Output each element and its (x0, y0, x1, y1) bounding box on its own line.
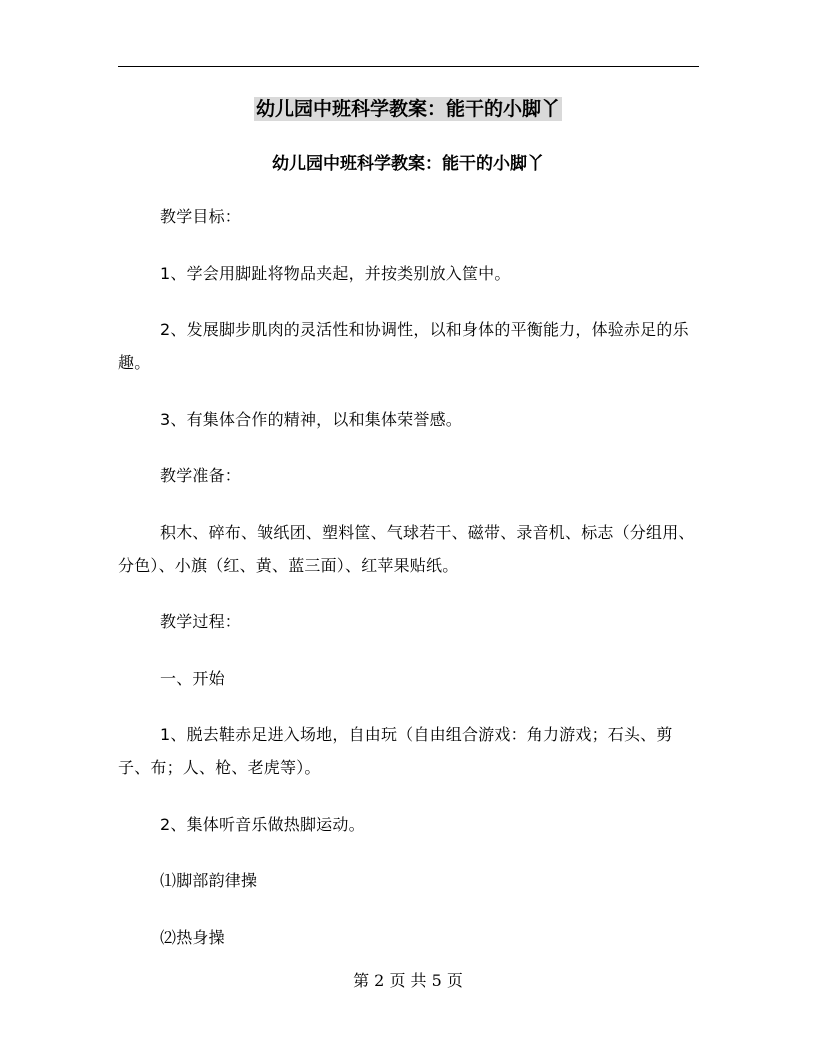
header-rule (118, 66, 699, 67)
paragraph: 3、有集体合作的精神，以和集体荣誉感。 (160, 409, 462, 429)
document-body (118, 200, 699, 977)
paragraph: 教学准备： (160, 466, 242, 485)
page-footer: 第 2 页 共 5 页 (353, 971, 463, 990)
paragraph: 教学目标： (160, 207, 242, 226)
paragraph: ⑴脚部韵律操 (160, 871, 258, 890)
document-title: 幼儿园中班科学教案：能干的小脚丫 (272, 154, 544, 174)
running-header-text: 幼儿园中班科学教案：能干的小脚丫 (255, 98, 560, 120)
running-header (0, 94, 816, 124)
paragraph: 积木、碎布、皱纸团、塑料筐、气球若干、磁带、录音机、标志（分组用、分色）、小旗（红、黄、蓝三面）、红苹果贴纸。 (118, 522, 695, 575)
paragraph: 一、开始 (160, 668, 225, 688)
paragraph: 2、发展脚步肌肉的灵活性和协调性，以和身体的平衡能力，体验赤足的乐趣。 (118, 320, 689, 372)
paragraph: 教学过程： (160, 612, 242, 631)
paragraph: 1、学会用脚趾将物品夹起，并按类别放入筐中。 (160, 263, 511, 283)
paragraph: 1、脱去鞋赤足进入场地，自由玩（自由组合游戏：角力游戏；石头、剪子、布；人、枪、老虎等）。 (118, 725, 673, 777)
paragraph: ⑵热身操 (160, 927, 225, 947)
paragraph: 2、集体听音乐做热脚运动。 (160, 814, 365, 834)
